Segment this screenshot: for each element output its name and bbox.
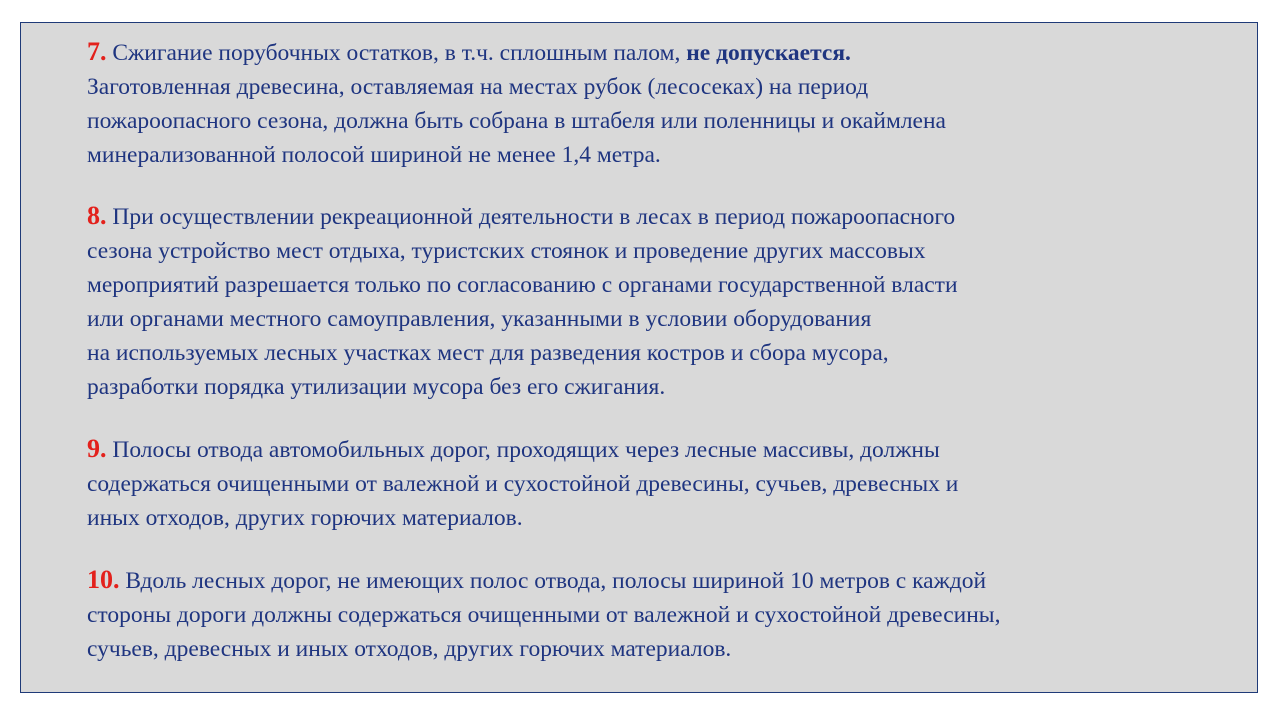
rule-8	[87, 199, 1197, 404]
rule-9	[87, 432, 1197, 535]
rule-8-line-6: разработки порядка утилизации мусора без его сжигания.	[87, 374, 666, 400]
rule-7-line-1	[87, 35, 1197, 70]
rule-8-text-1: При осуществлении рекреационной деятельности в лесах в период пожароопасного	[112, 204, 956, 230]
rule-8-line-3: мероприятий разрешается только по согласованию с органами государственной власти	[87, 272, 958, 298]
rule-10	[87, 563, 1197, 666]
rule-10-line-3: сучьев, древесных и иных отходов, других горючих материалов.	[87, 636, 732, 662]
rule-8-number: 8.	[87, 201, 107, 230]
rule-7-line-2: Заготовленная древесина, оставляемая на местах рубок (лесосеках) на период	[87, 74, 869, 100]
rule-7-number: 7.	[87, 37, 107, 66]
rule-9-text-1: Полосы отвода автомобильных дорог, проходящих через лесные массивы, должны	[112, 437, 940, 463]
rule-7-line-4: минерализованной полосой шириной не менее 1,4 метра.	[87, 142, 661, 168]
rules-panel	[20, 22, 1258, 693]
rule-10-text-1: Вдоль лесных дорог, не имеющих полос отвода, полосы шириной 10 метров с каждой	[125, 568, 987, 594]
rule-8-line-4: или органами местного самоуправления, указанными в условии оборудования	[87, 306, 872, 332]
rule-10-number: 10.	[87, 565, 120, 594]
rule-7	[87, 35, 1197, 172]
rule-7-text-1: Сжигание порубочных остатков, в т.ч. сплошным палом,	[112, 40, 681, 66]
rule-8-line-2: сезона устройство мест отдыха, туристских стоянок и проведение других массовых	[87, 238, 926, 264]
rule-9-line-1	[87, 432, 1197, 467]
rule-8-line-1	[87, 199, 1197, 234]
rule-7-emphasis: не допускается.	[686, 40, 851, 66]
rule-9-number: 9.	[87, 434, 107, 463]
rule-10-line-1	[87, 563, 1197, 598]
rule-8-line-5: на используемых лесных участках мест для разведения костров и сбора мусора,	[87, 340, 889, 366]
rule-7-line-3: пожароопасного сезона, должна быть собрана в штабеля или поленницы и окаймлена	[87, 108, 946, 134]
rule-9-line-2: содержаться очищенными от валежной и сухостойной древесины, сучьев, древесных и	[87, 471, 959, 497]
rule-10-line-2: стороны дороги должны содержаться очищенными от валежной и сухостойной древесины,	[87, 602, 1001, 628]
rule-9-line-3: иных отходов, других горючих материалов.	[87, 505, 523, 531]
